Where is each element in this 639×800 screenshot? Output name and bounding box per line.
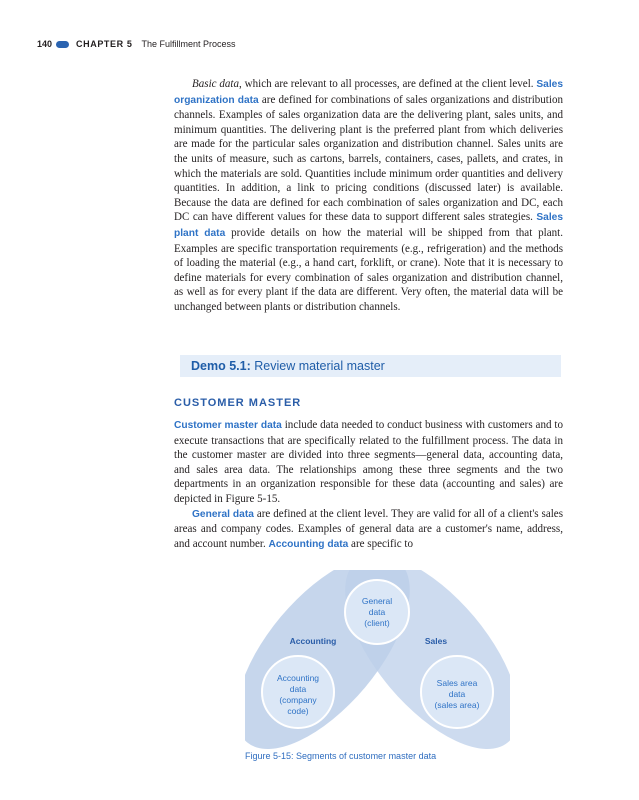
general-line-1: General bbox=[361, 596, 393, 606]
demo-title: Review material master bbox=[254, 359, 385, 373]
chapter-title: The Fulfillment Process bbox=[141, 39, 236, 49]
accounting-data-term: Accounting data bbox=[268, 538, 349, 550]
sales-organization-data-term: Sales organization data bbox=[174, 79, 563, 106]
general-line-2: data bbox=[368, 607, 386, 617]
paragraph bbox=[174, 418, 563, 507]
paragraph bbox=[174, 77, 563, 315]
text-run: are defined at the client level. They are valid for all of a client's sales areas and company codes. Examples of general data are a customer's name, address, and account number. bbox=[174, 507, 564, 550]
figure-caption: Figure 5-15: Segments of customer master data bbox=[245, 751, 437, 761]
customer-master-diagram bbox=[245, 570, 510, 750]
page-number: 140 bbox=[37, 39, 53, 49]
sales-line-2: data bbox=[448, 689, 466, 699]
basic-data-term: Basic data bbox=[192, 78, 240, 90]
demo-box bbox=[180, 355, 561, 377]
demo-label: Demo 5.1: bbox=[191, 359, 251, 373]
accounting-line-4: code) bbox=[287, 706, 309, 716]
body-paragraph-1 bbox=[174, 77, 563, 315]
text-run: , which are relevant to all processes, are defined at the client level. bbox=[239, 78, 537, 90]
text-run: provide details on how the material will be shipped from that plant. Examples are specific transportation requirements (e.g., refrigeration) and the methods of loading the material (e.g., a hand cart, forklift, or crane). Note that it is necessary to define materials for every combination of sales organization and distribution channel, as well as for every plant if the data are different. Very often, the material data will be unchanged between plants or distribution channels. bbox=[174, 226, 563, 313]
general-data-term: General data bbox=[192, 508, 254, 520]
text-run: are defined for combinations of sales organizations and distribution channels. Examples of sales organization data are the delivering plant, sales units, and minimum quantities. The delivering plant is the preferred plant from which deliveries are made for the particular sales organization and distribution channel. Sales units are the units of measure, such as cartons, barrels, containers, cases, pallets, and crates, in which the materials are sold. Quantities include minimum order quantities and delivery quantities. In addition, a link to pricing conditions (discussed later) is available. Because the data are defined for each combination of sales organization and DC, each DC can have different values for these data to support different sales strategies. bbox=[174, 93, 563, 224]
chapter-label: CHAPTER 5 bbox=[76, 39, 133, 49]
accounting-line-3: (company bbox=[279, 695, 317, 705]
paragraph bbox=[174, 507, 563, 553]
text-run: are specific to bbox=[348, 537, 414, 550]
body-paragraph-2 bbox=[174, 418, 563, 552]
sales-label: Sales bbox=[424, 636, 448, 646]
accounting-line-2: data bbox=[289, 684, 307, 694]
sales-line-1: Sales area bbox=[436, 678, 478, 688]
customer-master-data-term: Customer master data bbox=[174, 420, 282, 431]
text-run: include data needed to conduct business with customers and to execute transactions that are specifically related to the fulfillment process. The data in the customer master are divided into three segments—general data, accounting data, and sales area data. The relationships among these three segments and the two departments in an organization responsible for these data (accounting and sales) are depicted in Figure 5-15. bbox=[174, 419, 563, 505]
accounting-line-1: Accounting bbox=[276, 673, 320, 683]
header-bullet-icon bbox=[56, 41, 69, 48]
accounting-label: Accounting bbox=[289, 636, 337, 646]
section-heading: CUSTOMER MASTER bbox=[174, 397, 302, 409]
sales-plant-data-term: Sales plant data bbox=[174, 212, 563, 239]
sales-line-3: (sales area) bbox=[434, 700, 480, 710]
page-header bbox=[37, 36, 235, 52]
general-line-3: (client) bbox=[364, 618, 390, 628]
